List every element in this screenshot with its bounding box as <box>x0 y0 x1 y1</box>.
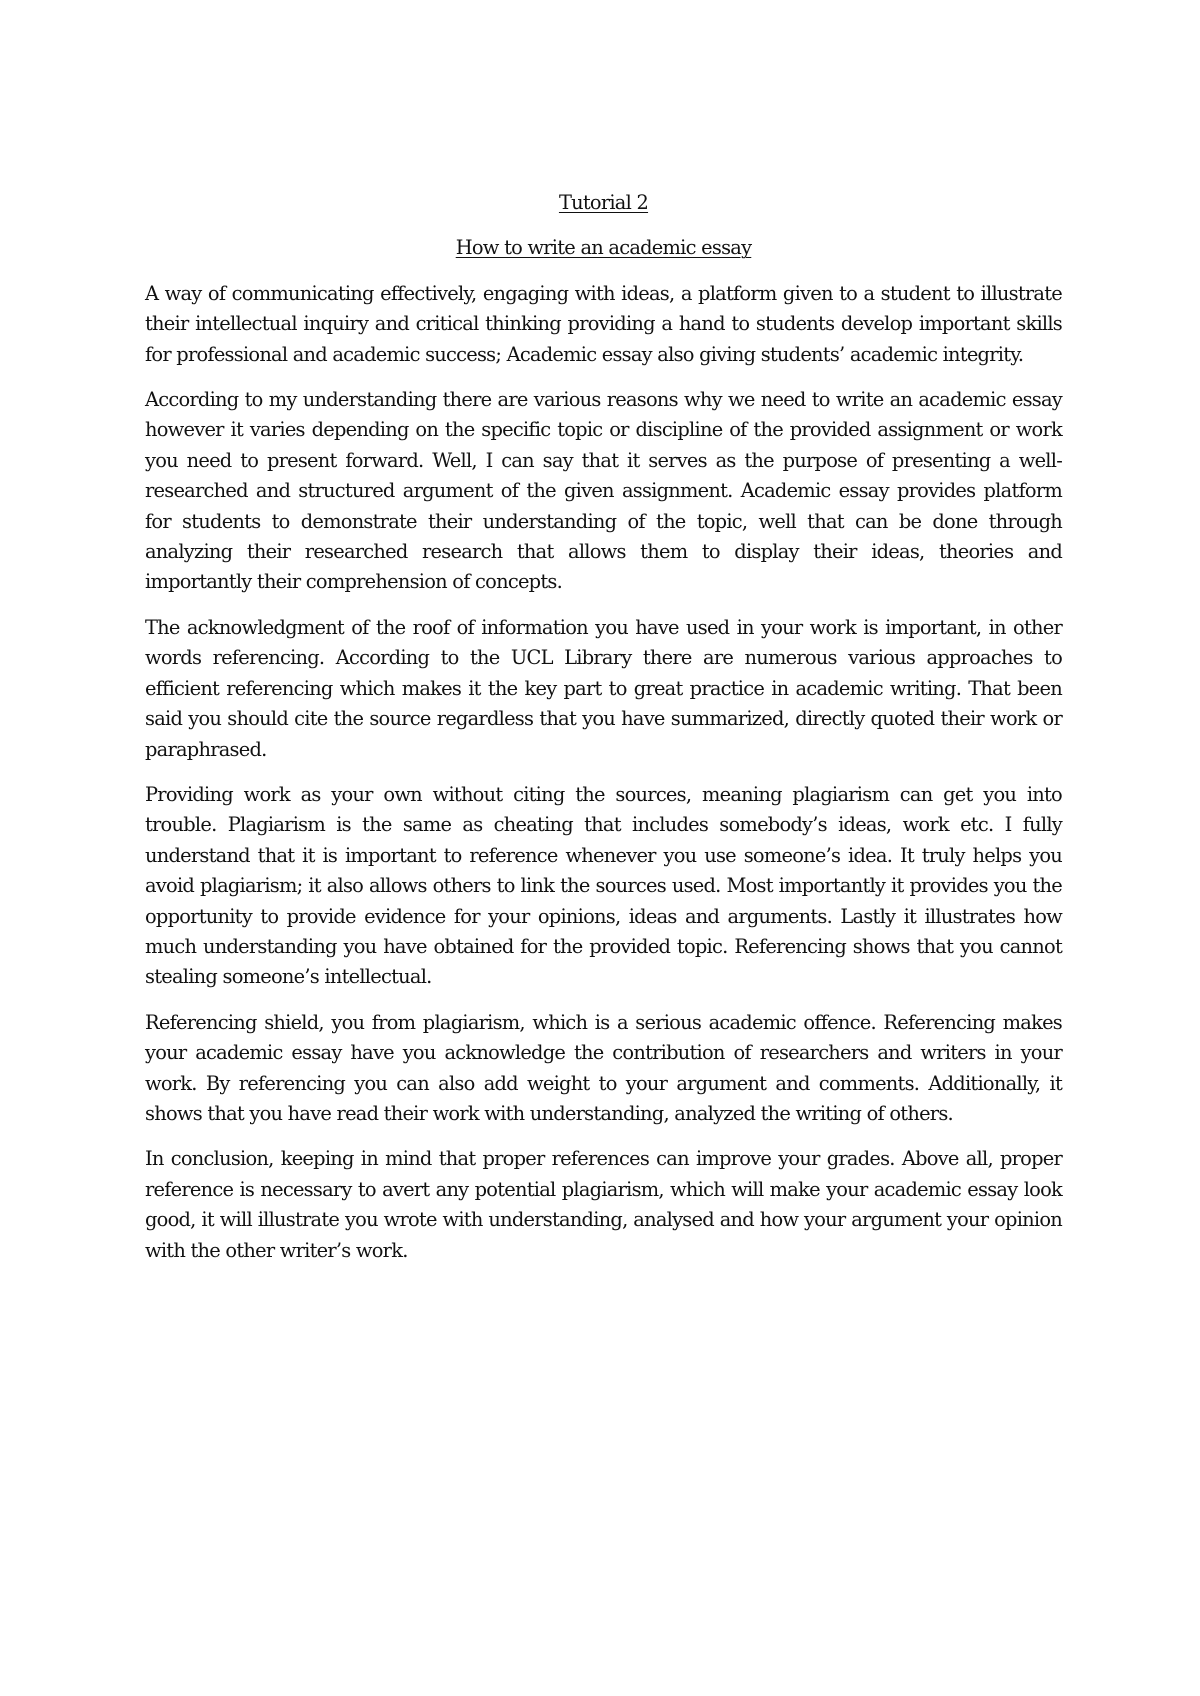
paragraph-introduction: A way of communicating effectively, engaging with ideas, a platform given to a student to illustrate their intellectual inquiry and critical thinking providing a hand to students develop important skills for professional and academic success; Academic essay also giving students’ academic integrity. <box>145 281 1062 366</box>
paragraph-conclusion: In conclusion, keeping in mind that proper references can improve your grades. Above all, proper reference is necessary to avert any potential plagiarism, which will make your academic essay look good, it will illustrate you wrote with understanding, analysed and how your argument your opinion with the other writer’s work. <box>145 1147 1062 1262</box>
paragraph-purpose: According to my understanding there are various reasons why we need to write an academic essay however it varies depending on the specific topic or discipline of the provided assignment or work you need to present forward. Well, I can say that it serves as the purpose of presenting a well-researched and structured argument of the given assignment. Academic essay provides platform for students to demonstrate their understanding of the topic, well that can be done through analyzing their researched research that allows them to display their ideas, theories and importantly their comprehension of concepts. <box>145 388 1062 594</box>
document-body <box>145 188 1062 1281</box>
document-title: Tutorial 2 <box>558 191 649 214</box>
paragraph-referencing-benefits: Referencing shield, you from plagiarism, which is a serious academic offence. Referencing makes your academic essay have you acknowledge the contribution of researchers and writers in your work. By referencing you can also add weight to your argument and comments. Additionally, it shows that you have read their work with understanding, analyzed the writing of others. <box>145 1010 1062 1125</box>
document-subtitle: How to write an academic essay <box>455 236 752 260</box>
paragraph-plagiarism: Providing work as your own without citing the sources, meaning plagiarism can get you into trouble. Plagiarism is the same as cheating that includes somebody’s ideas, work etc. I fully understand that it is important to reference whenever you use someone’s idea. It truly helps you avoid plagiarism; it also allows others to link the sources used. Most importantly it provides you the opportunity to provide evidence for your opinions, ideas and arguments. Lastly it illustrates how much understanding you have obtained for the provided topic. Referencing shows that you cannot stealing someone’s intellectual. <box>145 782 1062 989</box>
paragraph-referencing: The acknowledgment of the roof of information you have used in your work is important, in other words referencing. According to the UCL Library there are numerous various approaches to efficient referencing which makes it the key part to great practice in academic writing. That been said you should cite the source regardless that you have summarized, directly quoted their work or paraphrased. <box>145 615 1062 761</box>
